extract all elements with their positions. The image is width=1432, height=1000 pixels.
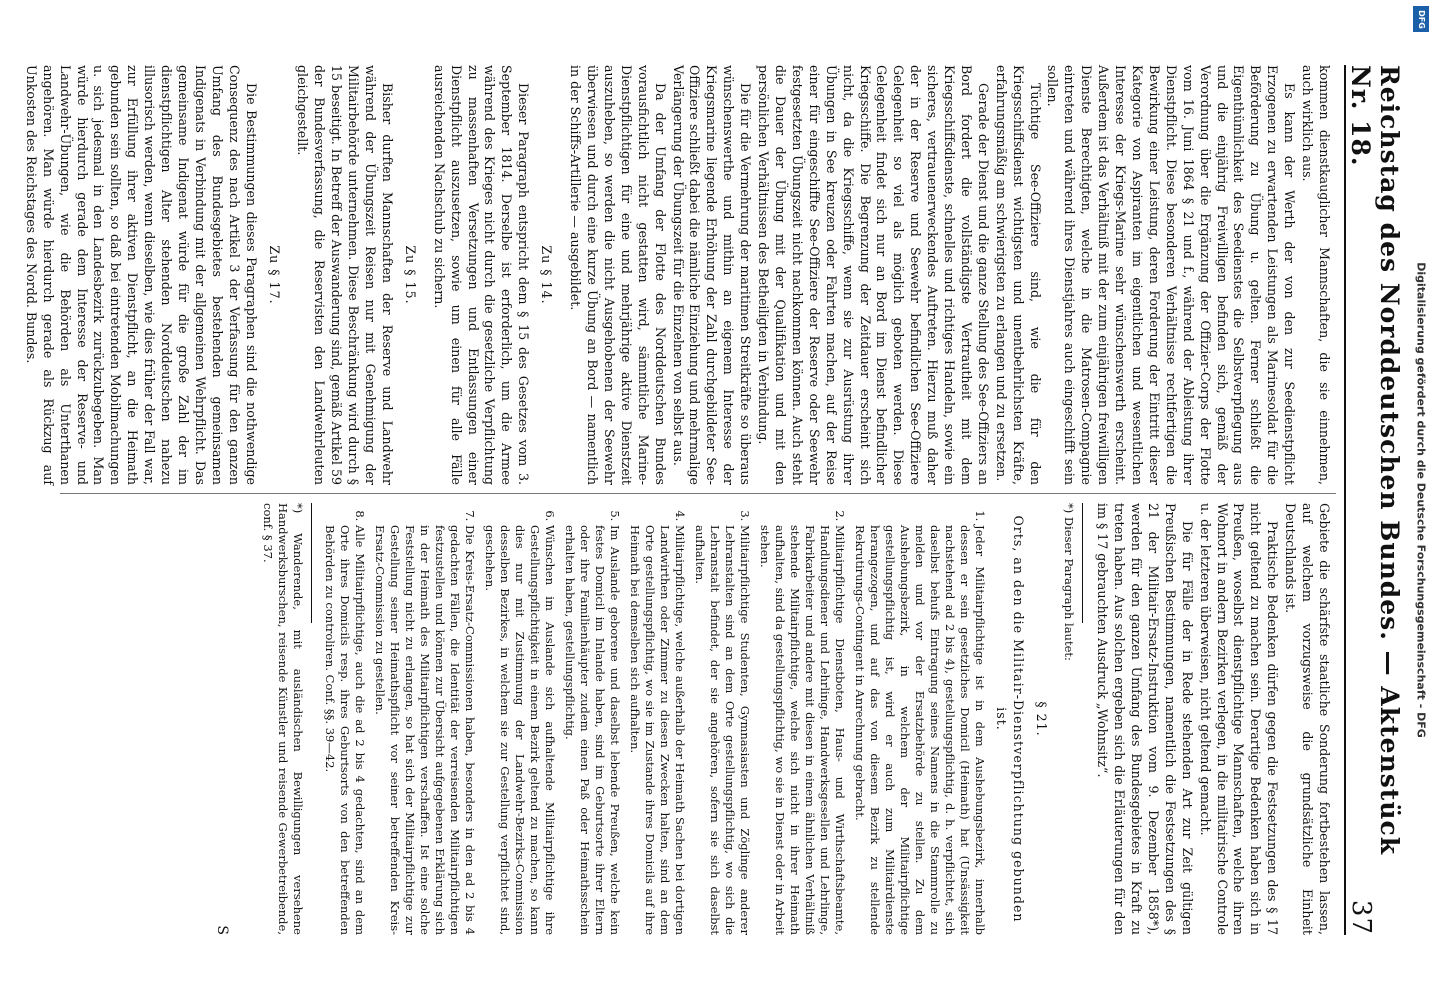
section-text-14: Dieser Paragraph entspricht dem § 15 des Gesetzes vom 3. September 1814. Derselbe ist erforderlich, um die Armee während des Krieges nicht durch die gesetzliche Verpflichtung zu massenhaften Versetzungen und Entlassungen einer Dienstpflicht auszusetzen, sowie um einen für alle Fälle ausreichenden Nachschub zu sichern. bbox=[431, 65, 532, 485]
footnote-lead: *) Dieser Paragraph lautet: bbox=[1062, 503, 1077, 661]
list-item: 7. Die Kreis-Ersatz-Commissionen haben, besonders in den ad 2 bis 4 gedachten Fällen, die Identität der verreisenden Militairpflichtigen festzustellen und können zur Übersicht aufgegebenen Erklärung sich in der Heimath des Militairpflichtigen verschaffen. Ist eine solche Feststellung nicht zu erlangen, so hat sich der Militairpflichtige zur Gestellung seiner Heimathspflicht vor seiner betreffenden Kreis-Ersatz-Commission zu gestellen. bbox=[372, 525, 477, 935]
paragraph: Es kann der Werth der von den zur Seedienstpflicht Erzogenen zu erwartenden Leistungen als Marinesoldat für die Beförderung zu Übung u. gelten. Ferner schließt die Eigenthümlichkeit des Seedienstes die Selbstverpflegung aus und die einjährig Freiwilligen befinden sich, gemäß der Verordnung über die Ergänzung der Offizier-Corps der Flotte vom 16. Juni 1864 § 21 und f., während der Ableistung ihrer Dienstpflicht. Diese besonderen Verhältnisse rechtfertigen die Bewirkung einer Leistung, deren Forderung der Eintritt dieser Kategorie von Aspiranten im eigentlichen und wesentlichen Interesse der Kriegs-Marine sehr wünschenswerth erscheint. Außerdem ist das Verhältniß mit der zum einjährigen freiwilligen Dienste Berechtigten, welche in die Matrosen-Compagnie eintreten und während ihres Dienstjahres auch eingeschifft sein sollen. bbox=[1045, 65, 1298, 485]
list-item: 8. Alle Militairpflichtige, auch die ad 2 bis 4 gedachten, sind an dem Orte ihres Domicils resp. ihres Geburtsorts von den betreffenden Behörden zu controliren. Conf. §§. 39—42. bbox=[322, 525, 367, 935]
footnote-rule bbox=[311, 503, 312, 623]
paragraph: Die für die Vermehrung der maritimen Streitkräfte so überaus wünschenswerthe und mithin an eigenem Interesse der Kriegsmarine liegende Erhöhung der Zahl durchgebildeter See-Offiziere schließt dabei die nämliche Einziehung und mehrmalige Verlängerung der Übungszeit für die Einzelnen von selbst aus. bbox=[670, 65, 754, 485]
paragraph: Praktische Bedenken dürfen gegen die Festsetzungen des § 17 nicht geltend zu machen sein. Derartige Bedenken haben sich in Preußen, woselbst dienstpflichtige Mannschaften, welche ihren Wohnort in andern Bezirken verlegen, in die militairische Controle u. der letzteren überweisen, nicht geltend gemacht. bbox=[1197, 503, 1281, 935]
left-column bbox=[23, 65, 1332, 485]
section-text-15: Bisher durften Mannschaften der Reserve und Landwehr während der Übungszeit Reisen nur mit Genehmigung der Militairbehörde unternehmen. Diese Beschränkung wird durch § 15 beseitigt. In Betreff der Auswanderung sind, gemäß Artikel 59 der Bundesverfassung, die Reservisten den Landwehrleuten gleichgestellt. bbox=[295, 65, 395, 485]
section-text-17: Die Bestimmungen dieses Paragraphen sind die nothwendige Consequenz des nach Artikel 3 der Verfassung für den ganzen Umfang des Bundesgebietes bestehenden gemeinsamen Indigenats in Verbindung mit der allgemeinen Wehrpflicht. Das gemeinsame Indigenat würde für die große Zahl der im dienstpflichtigen Alter stehenden Norddeutschen nahezu illusorisch werden, wenn dieselben, wie dies früher der Fall war, zur Erfüllung ihrer aktiven Dienstpflicht, an die Heimath gebunden sein sollten, so daß bei eintretenden Mobilmachungen u. sich jedesmal in den Landesbezirk zurückzubegeben. Man würde hierdurch gerade dem Interesse der Reserve- und Landwehr-Übungen, wie die Behörden als Unterthanen angehören. Man würde hierdurch gerade als Rückzug auf Unkosten des Reichstages des Nordd. Bundes. bbox=[23, 65, 259, 485]
footnote-bottom: *) Wanderende, mit ausländischen Bewilligungen versehene Handwerksburschen, reisende Künstler und reisende Gewerbetreibende, conf. § 37. bbox=[260, 503, 305, 935]
section-heading-17: Zu § 17. bbox=[266, 245, 282, 305]
list-item: 1. Jeder Militairpflichtige ist in dem Aushebungsbezirk, innerhalb dessen er sein gesetzliches Domicil (Heimath) hat (Unsässigkeit nachstehend ad 2 bis 4), gestellungspflichtig, d. h. verpflichtet, sich daselbst behufs Eintragung seines Namens in die Stammrolle zu melden und vor der Ersatzbehörde zu stellen. Zu dem Aushebungsbezirk, in welchem der Militairpflichtige gestellungspflichtig ist, wird er auch zum Militairdienste herangezogen, und auf das von diesem Bezirk zu stellende Rekrutirungs-Contingent in Anrechnung gebracht. bbox=[852, 525, 987, 935]
paragraph: Tüchtige See-Offiziere sind, wie die für den Kriegsschiffsdienst wichtigsten und unentbehrlichsten Kräfte, erfahrungsmäßig am schwierigsten zu erlangen und zu ersetzen. bbox=[993, 65, 1043, 485]
list-item: 3. Militairpflichtige Studenten, Gymnasiasten und Zöglinge anderer Lehranstalten sind an dem Orte gestellungspflichtig, wo sich die Lehranstalt befindet, der sie angehören, sofern sie sich daselbst aufhalten. bbox=[692, 525, 752, 935]
signature-mark: S bbox=[213, 925, 230, 935]
dfg-logo bbox=[1413, 6, 1429, 32]
digitization-sidebar bbox=[1410, 0, 1432, 1000]
paragraph: Gerade der Dienst und die ganze Stellung des See-Offiziers an Bord fordert die vollständigste Vertrautheit mit dem Kriegsschiffsdienste, schnelles und richtiges Handeln, sowie ein sicheres, vertrauenerweckendes Auftreten. Hierzu muß daher der in der Reserve und Seewehr befindlichen See-Offiziere Gelegenheit so viel als möglich geboten werden. Diese Gelegenheit findet sich nur an Bord im Dienst befindlicher Kriegsschiffe. Die Begrenzung der Zeitdauer erscheint sich nicht, da die Kriegsschiffe, wenn sie zur Ausrüstung ihrer Übungen in See kreuzen oder Fahrten machen, auf der Reise einer für eingeschiffte See-Offiziere der Reserve oder Seewehr festgesetzten Übungszeit nicht nachkommen können. Auch steht die Dauer der Übung mit der Qualifikation und mit den persönlichen Verhältnissen des Betheiligten in Verbindung. bbox=[756, 65, 991, 485]
section-heading-15: Zu § 15. bbox=[402, 245, 418, 305]
section-heading-14: Zu § 14. bbox=[539, 245, 555, 305]
paragraph: kommen dienstkauglicher Mannschaften, die sie einnehmen, auch wirklich aus. bbox=[1300, 65, 1332, 485]
column-divider bbox=[60, 493, 1336, 494]
footnote-rule bbox=[1082, 503, 1083, 623]
section-subheading-21: Orts, an den die Militair-Dienstverpflichtung gebunden ist. bbox=[994, 515, 1027, 923]
list-item: 4. Militairpflichtige, welche außerhalb der Heimath Sachen bei dortigen Landwirthen oder Zimmer zu diesen Zwecken halten, sind an dem Orte gestellungspflichtig, wo sie im Zustande ihres Domicils auf ihre Heimath bei demselben sich aufhalten. bbox=[627, 525, 687, 935]
paragraph: Die für Fälle der in Rede stehenden Art zur Zeit gültigen Preußischen Bestimmungen, namentlich die Festsetzungen des § 21 der Militair-Ersatz-Instruktion vom 9. Dezember 1858*), werden für den ganzen Umfang des Bundesgebietes in Kraft zu treten haben. Aus solchen ergeben sich die Erläuterungen für den im § 17 gebrauchten Ausdruck „Wohnsitz“. bbox=[1095, 503, 1195, 935]
list-item: 6. Wünschen im Auslande sich aufhaltende Militairpflichtige ihre Gestellungspflichtigkeit in einem Bezirk geltend zu machen, so kann dies nur mit Zustimmung der Landwehr-Bezirks-Commission desselben Bezirkes, in welchem sie zur Gestellung verpflichtet sind, geschehen. bbox=[482, 525, 557, 935]
numbered-provisions bbox=[322, 503, 987, 935]
list-item: 5. Im Auslande geborene und daselbst lebende Preußen, welche kein festes Domicil im Inlande haben, sind im Geburtsorte ihrer Eltern oder ihre Familienhäupter zudem einen Paß oder Heimathsschein erhalten haben, gestellungspflichtig. bbox=[562, 525, 622, 935]
right-column bbox=[60, 503, 1332, 935]
dfg-logo-text: DFG bbox=[1416, 9, 1426, 29]
paragraph: Da der Umfang der Flotte des Norddeutschen Bundes vorausfichtlich nicht gestatten wird, sämmtliche Marine-Dienstpflichtigen für eine und mehrjährige aktive Dienstzeit auszuheben, so werden die nicht Ausgehobenen der Seewehr überwiesen und durch eine kurze Übung an Bord — namentlich in der Schiffs-Artillerie — ausgebildet. bbox=[568, 65, 668, 485]
list-item: 2. Militairpflichtige Dienstboten, Haus- und Wirthschaftsbeamte, Handlungsdiener und Lehrlinge, Handwerksgesellen und Lehrlinge, Fabrikarbeiter und andere mit diesen in einem ähnlichen Verhältniß stehende Militairpflichtige, welche sich nicht in ihrer Heimath aufhalten, sind da gestellungspflichtig, wo sie in Dienst oder in Arbeit stehen. bbox=[757, 525, 847, 935]
document-page bbox=[23, 25, 1404, 975]
page-number: 37 bbox=[1346, 899, 1376, 935]
section-heading-21: § 21. bbox=[1034, 701, 1050, 737]
page-header bbox=[1344, 65, 1404, 935]
digitization-note: Digitalisierung gefördert durch die Deutsche Forschungsgemeinschaft - DFG bbox=[1414, 262, 1428, 738]
running-title: Reichstag des Norddeutschen Bundes. — Aktenstück Nr. 18. bbox=[1346, 65, 1404, 856]
paragraph: Gebiete die schärfste staatliche Sonderung fortbestehen lassen, auf welchem vorzugsweise die grundsätzliche Einheit Deutschlands ist. bbox=[1283, 503, 1332, 935]
